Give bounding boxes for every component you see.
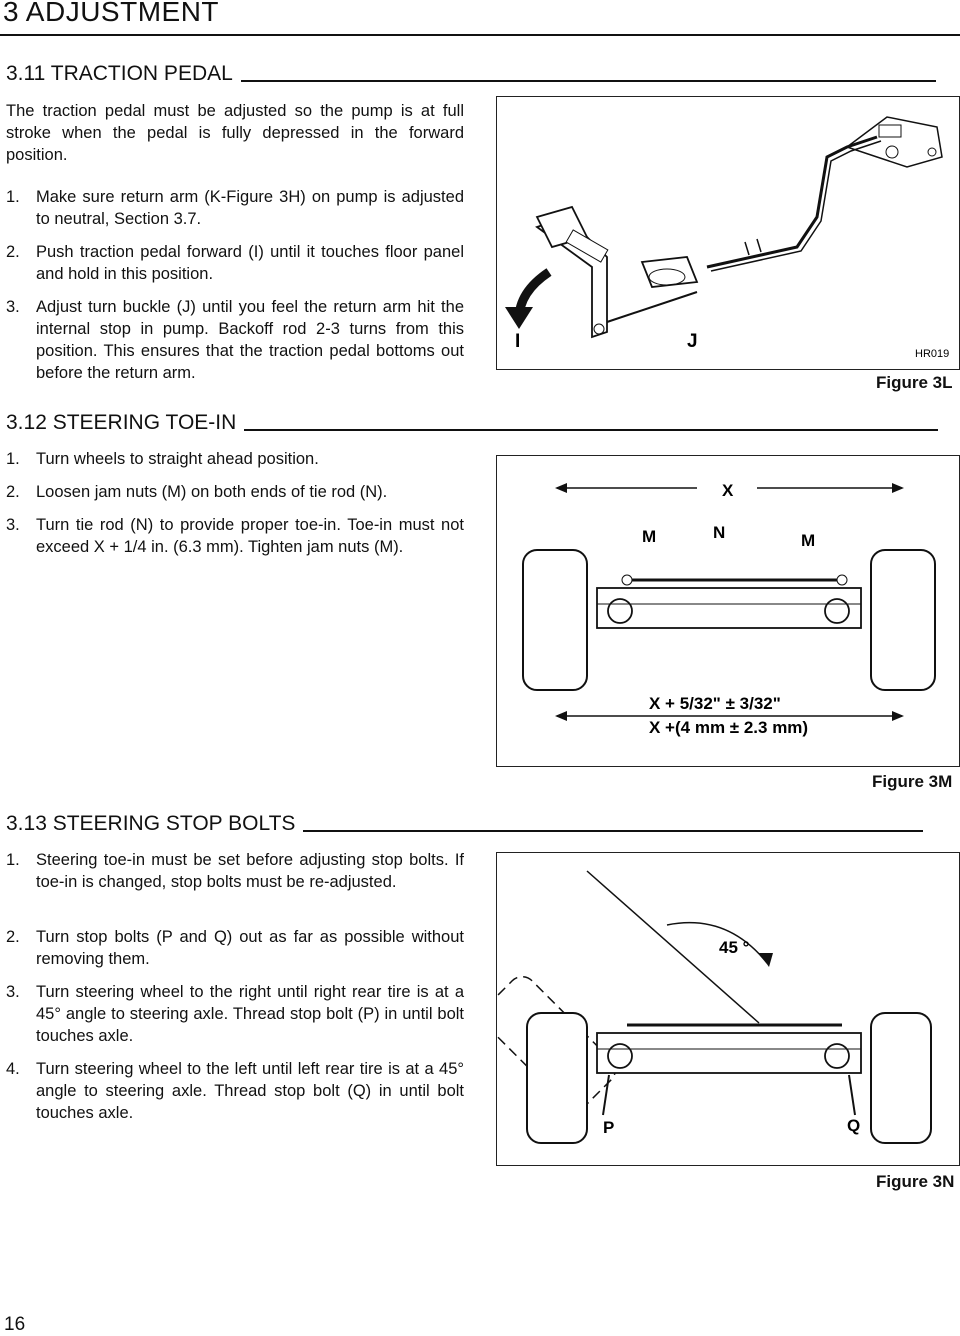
figure-3l-caption: Figure 3L (876, 373, 953, 392)
stop-bolt-diagram (497, 853, 959, 1165)
list-item: 2. Push traction pedal forward (I) until it touches floor panel and hold in this position. (6, 243, 464, 283)
figure-3l (496, 96, 960, 370)
list-item: 2. Turn stop bolts (P and Q) out as far as possible without removing them. (6, 928, 464, 968)
dimension-line2: X +(4 mm ± 2.3 mm) (649, 718, 809, 737)
figure-3n (496, 852, 960, 1166)
label-m-right: M (801, 531, 816, 550)
list-item: 3. Adjust turn buckle (J) until you feel the return arm hit the internal stop in pump. Backoff rod 2-3 turns from this position. This ensures that the traction pedal bottoms out before the return arm. (6, 298, 464, 382)
page-number: 16 (4, 1314, 26, 1335)
label-n: N (713, 523, 726, 542)
list-item: 3. Turn steering wheel to the right until right rear tire is at a 45° angle to steering axle. Thread stop bolt (P) in until bolt touches axle. (6, 983, 464, 1045)
list-item: 4. Turn steering wheel to the left until left rear tire is at a 45° angle to steering axle. Thread stop bolt (Q) in until bolt touches axle. (6, 1060, 464, 1122)
toe-in-diagram (497, 456, 959, 766)
label-j: J (687, 331, 698, 352)
label-i: I (515, 331, 521, 352)
angle-label: 45 ° (719, 938, 750, 957)
list-item: 1. Make sure return arm (K-Figure 3H) on pump is adjusted to neutral, Section 3.7. (6, 188, 464, 228)
figure-3m (496, 455, 960, 767)
chapter-title: 3 ADJUSTMENT (3, 0, 220, 27)
list-item: 1. Steering toe-in must be set before adjusting stop bolts. If toe-in is changed, stop bolts must be re-adjusted. (6, 851, 464, 891)
traction-pedal-diagram (497, 97, 959, 369)
figure-code: HR019 (915, 348, 950, 360)
section-title-steering-stop-bolts: 3.13 STEERING STOP BOLTS (6, 812, 923, 836)
label-p: P (603, 1118, 615, 1137)
figure-3n-caption: Figure 3N (876, 1172, 955, 1191)
figure-3m-caption: Figure 3M (872, 772, 953, 791)
section-title-steering-toe-in: 3.12 STEERING TOE-IN (6, 411, 938, 435)
list-item: 3. Turn tie rod (N) to provide proper toe-in. Toe-in must not exceed X + 1/4 in. (6.3 mm). Tighten jam nuts (M). (6, 516, 464, 556)
list-item: 2. Loosen jam nuts (M) on both ends of tie rod (N). (6, 483, 388, 501)
label-q: Q (847, 1116, 861, 1135)
section-title-traction-pedal: 3.11 TRACTION PEDAL (6, 62, 936, 86)
header-rule (0, 34, 960, 36)
dimension-line1: X + 5/32" ± 3/32" (649, 694, 781, 713)
traction-pedal-intro: The traction pedal must be adjusted so the pump is at full stroke when the pedal is fully depressed in the forward position. (6, 102, 464, 164)
label-x: X (722, 481, 734, 500)
label-m-left: M (642, 527, 657, 546)
list-item: 1. Turn wheels to straight ahead position. (6, 450, 319, 468)
